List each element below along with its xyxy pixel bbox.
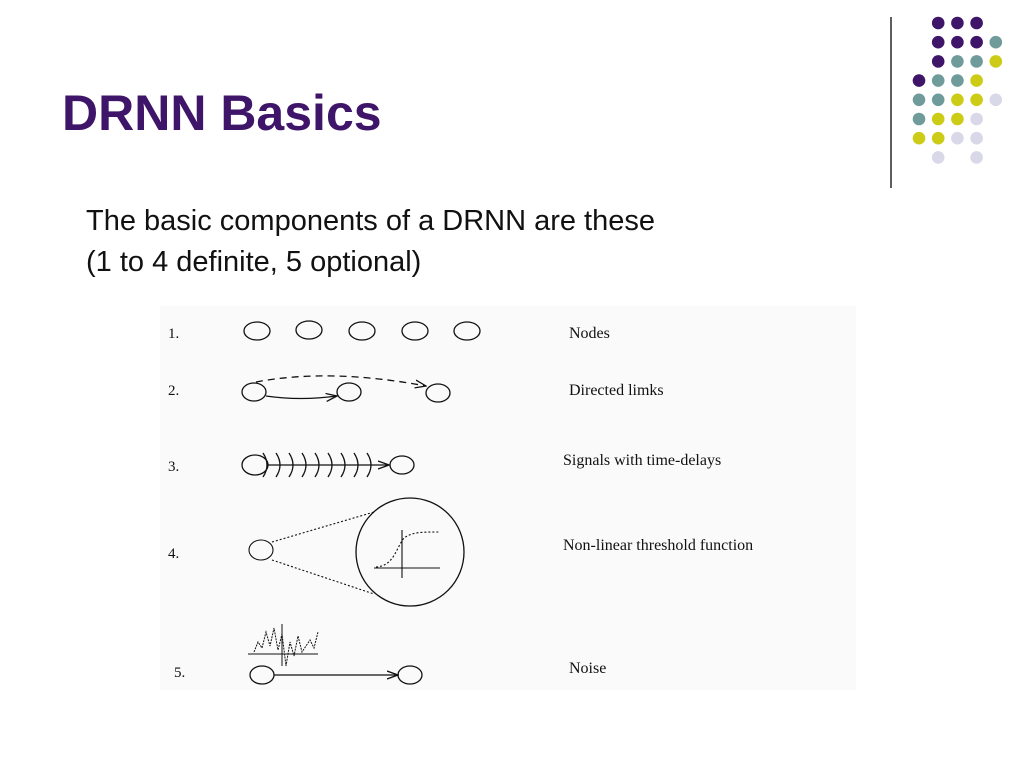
decorative-dot [970, 74, 983, 87]
node-circle [398, 666, 422, 684]
slide-body-text [86, 201, 655, 283]
decorative-dot [932, 55, 945, 68]
item-number: 3. [168, 459, 180, 475]
item-label: Nodes [569, 325, 610, 342]
decorative-dot [932, 94, 945, 107]
decorative-dot [951, 113, 964, 126]
body-line: (1 to 4 definite, 5 optional) [86, 246, 422, 278]
solid-link-arrow [266, 396, 337, 399]
item-number: 1. [168, 326, 180, 342]
decorative-dot [913, 94, 926, 107]
decorative-dot [970, 17, 983, 30]
decorative-dot [970, 55, 983, 68]
threshold-zoom-circle [356, 498, 464, 606]
node-circle [402, 322, 428, 340]
node-circle [242, 455, 268, 475]
decorative-dot [970, 36, 983, 49]
decorative-dot [951, 17, 964, 30]
item-number: 5. [174, 665, 186, 681]
item-number: 4. [168, 546, 180, 562]
decorative-dot [990, 55, 1003, 68]
slide-title: DRNN Basics [62, 85, 382, 141]
title-divider-line [890, 17, 892, 188]
row-directed-links-graphic [242, 376, 450, 402]
noise-waveform [254, 628, 318, 666]
node-circle [390, 456, 414, 474]
drnn-components-figure [160, 306, 856, 690]
decorative-dot [990, 36, 1003, 49]
decorative-dot [970, 113, 983, 126]
zoom-guide-line [272, 560, 374, 594]
decorative-dot [913, 113, 926, 126]
item-label: Directed limks [569, 382, 664, 399]
decorative-dot [913, 132, 926, 145]
node-circle [296, 321, 322, 339]
decorative-dot [932, 17, 945, 30]
decorative-dot [932, 36, 945, 49]
zoom-guide-line [272, 512, 374, 542]
node-circle [249, 540, 273, 560]
node-circle [426, 384, 450, 402]
item-label: Noise [569, 660, 607, 677]
body-line: The basic components of a DRNN are these [86, 205, 655, 237]
decorative-dot [951, 94, 964, 107]
node-circle [454, 322, 480, 340]
decorative-dot [913, 74, 926, 87]
decorative-dot [951, 74, 964, 87]
decorative-dot [951, 36, 964, 49]
row-time-delay-graphic [242, 453, 414, 477]
sigmoid-curve [376, 532, 440, 567]
decorative-dot [951, 132, 964, 145]
row-threshold-graphic [249, 498, 464, 606]
node-circle [349, 322, 375, 340]
decorative-dot [932, 74, 945, 87]
drnn-components-diagram [160, 306, 856, 690]
dashed-link-arrow [256, 376, 426, 386]
item-label: Signals with time-delays [563, 452, 722, 469]
decorative-dot [932, 151, 945, 164]
decorative-dot [970, 151, 983, 164]
row-nodes-graphic [244, 321, 480, 340]
item-label: Non-linear threshold function [563, 537, 754, 554]
node-circle [250, 666, 274, 684]
row-noise-graphic [248, 624, 422, 684]
node-circle [244, 322, 270, 340]
decorative-dot [932, 113, 945, 126]
decorative-dot [970, 132, 983, 145]
decorative-dot [932, 132, 945, 145]
node-circle [242, 383, 266, 401]
decorative-dot [970, 94, 983, 107]
decorative-dot [990, 94, 1003, 107]
node-circle [337, 383, 361, 401]
decorative-dot [951, 55, 964, 68]
item-number: 2. [168, 383, 180, 399]
